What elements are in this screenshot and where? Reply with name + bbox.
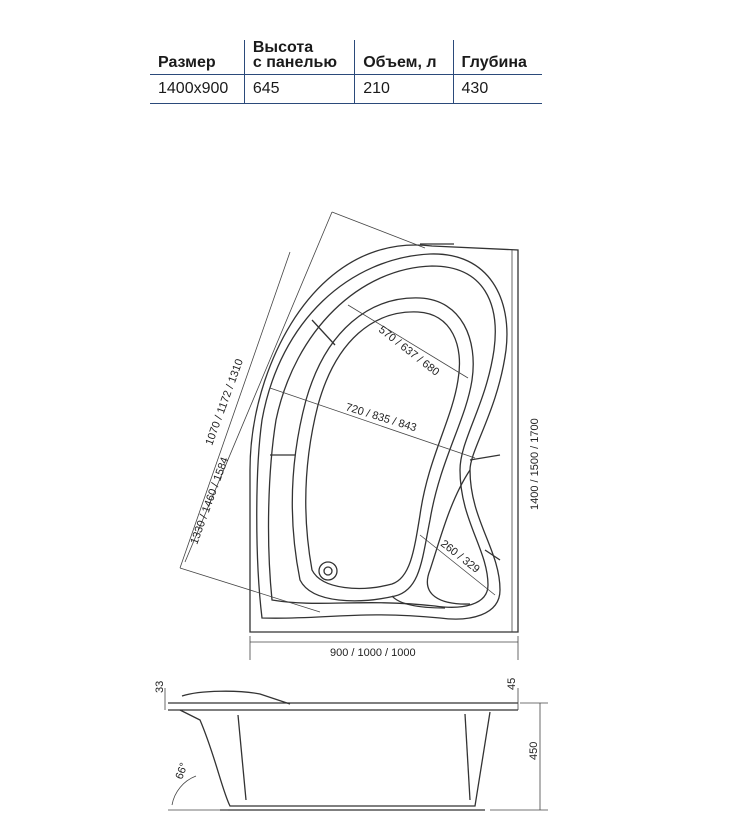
cell-height: 645	[244, 75, 354, 104]
cell-depth: 430	[453, 75, 542, 104]
header-size: Размер	[150, 40, 244, 75]
plan-dimension-labels	[189, 324, 541, 659]
label-height: 450	[528, 741, 540, 760]
label-rim: 33	[154, 680, 166, 693]
dim-line-diag-outer-ext	[332, 212, 425, 248]
side-view	[168, 691, 518, 810]
side-inner-wall	[238, 715, 246, 800]
side-body-outline	[180, 710, 490, 806]
header-height-line1: Высота	[252, 39, 314, 56]
label-diag-inner: 1330 / 1460 / 1584	[188, 455, 232, 547]
header-depth: Глубина	[453, 40, 542, 75]
label-angle: 66°	[173, 761, 191, 782]
header-volume: Объем, л	[355, 40, 453, 75]
side-right-wall	[465, 714, 470, 800]
label-diag-outer: 1070 / 1172 / 1310	[203, 357, 246, 448]
plan-view	[250, 244, 518, 632]
plan-rib	[312, 320, 335, 345]
side-head-rest	[182, 691, 290, 704]
plan-bowl-inner	[306, 312, 460, 588]
cell-volume: 210	[355, 75, 453, 104]
drain-outer-icon	[319, 562, 337, 580]
plan-side-shelf	[427, 470, 470, 604]
label-width: 900 / 1000 / 1000	[330, 647, 416, 659]
label-corner: 260 / 329	[438, 537, 482, 576]
header-height-line2: с панелью	[252, 54, 338, 71]
side-dimensions	[165, 688, 548, 810]
label-bowl-length: 720 / 835 / 843	[344, 401, 418, 435]
cell-size: 1400x900	[150, 75, 244, 104]
label-top: 45	[506, 677, 518, 690]
drain-inner-icon	[324, 567, 332, 575]
label-bowl-width: 570 / 637 / 680	[376, 323, 442, 379]
label-side-length: 1400 / 1500 / 1700	[529, 418, 541, 510]
dim-line-bowl-width	[348, 305, 468, 378]
